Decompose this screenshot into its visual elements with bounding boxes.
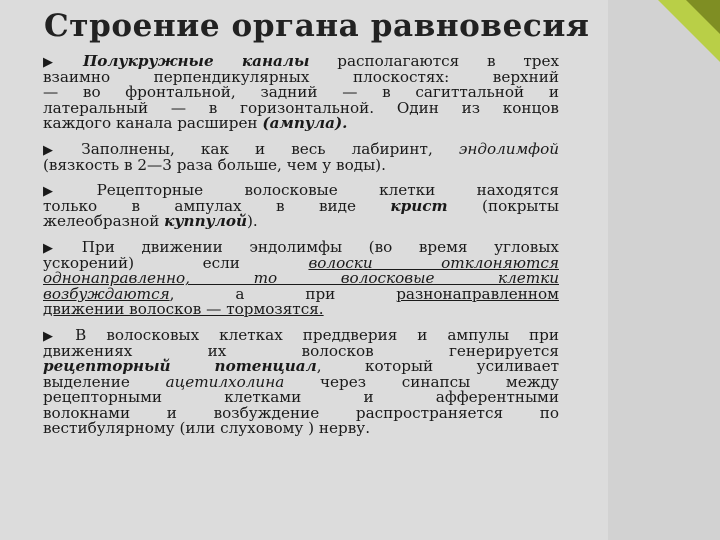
slide-body — [43, 54, 559, 447]
corner-accent-dark — [686, 0, 720, 34]
text-segment: , а при — [169, 284, 397, 303]
bullet-paragraph — [43, 325, 560, 438]
text-segment: Полукружные каналы — [82, 52, 310, 70]
text-segment: каждого канала расширен — [43, 114, 263, 133]
text-segment: (покрыты — [447, 196, 559, 215]
text-segment: Заполнены, как и весь лабиринт, — [81, 139, 459, 158]
text-segment: только в ампулах в виде — [43, 196, 391, 215]
text-segment: располагаются в трех — [309, 52, 560, 70]
text-segment: куппулой — [164, 212, 247, 231]
text-segment: взаимно перпендикулярных плоскостях: верхний — [43, 67, 559, 86]
slide-title: Строение органа равновесия — [44, 8, 590, 44]
bullet-paragraph — [43, 183, 559, 230]
text-segment: (ампула). — [262, 114, 348, 133]
text-segment: волоски отклоняются — [308, 253, 559, 272]
text-segment: эндолимфой — [458, 139, 559, 158]
bullet-arrow-icon: ▶ — [43, 142, 75, 158]
text-segment: При движении эндолимфы (во время угловых — [81, 237, 559, 256]
text-segment: разнонаправленном — [396, 284, 559, 303]
bullet-paragraph — [43, 54, 559, 132]
bullet-arrow-icon: ▶ — [43, 184, 90, 200]
text-line — [43, 421, 559, 437]
text-segment: латеральный — в горизонтальной. Один из концов — [43, 98, 559, 117]
text-segment: движении волосков — тормозятся. — [43, 300, 324, 319]
text-line — [43, 155, 559, 174]
text-segment: ускорений) если — [43, 253, 309, 272]
text-segment: , который усиливает — [316, 357, 559, 376]
text-segment: ). — [247, 212, 258, 231]
text-segment: через синапсы между — [284, 372, 559, 391]
text-segment: — во фронтальной, задний — в сагиттальной и — [43, 83, 559, 102]
text-segment: рецепторными клетками и афферентными — [43, 388, 559, 407]
text-segment: Рецепторные волосковые клетки находятся — [96, 181, 559, 200]
text-segment: волокнами и возбуждение распространяется по — [43, 403, 559, 422]
text-segment: крист — [390, 196, 448, 215]
bullet-arrow-icon: ▶ — [43, 328, 69, 344]
decorative-band — [608, 0, 720, 540]
bullet-paragraph — [43, 237, 559, 319]
text-segment: ацетилхолина — [165, 372, 285, 391]
text-segment: вестибулярному (или слуховому ) нерву. — [43, 419, 371, 438]
text-segment: выделение — [43, 372, 166, 391]
bullet-arrow-icon: ▶ — [43, 240, 75, 256]
text-segment: возбуждаются — [43, 284, 170, 303]
text-segment: рецепторный потенциал — [43, 357, 317, 376]
bullet-arrow-icon: ▶ — [43, 55, 76, 70]
text-segment: (вязкость в 2—3 раза больше, чем у воды). — [43, 155, 386, 174]
text-segment: В волосковых клетках преддверия и ампулы при — [75, 325, 560, 344]
text-segment: однонаправленно, то волосковые клетки — [43, 269, 559, 288]
text-segment: желеобразной — [43, 212, 165, 231]
text-line — [43, 302, 559, 318]
text-segment: движениях их волосков генерируется — [43, 341, 559, 360]
text-line — [43, 214, 559, 230]
bullet-paragraph — [43, 139, 559, 174]
text-line — [43, 116, 559, 132]
